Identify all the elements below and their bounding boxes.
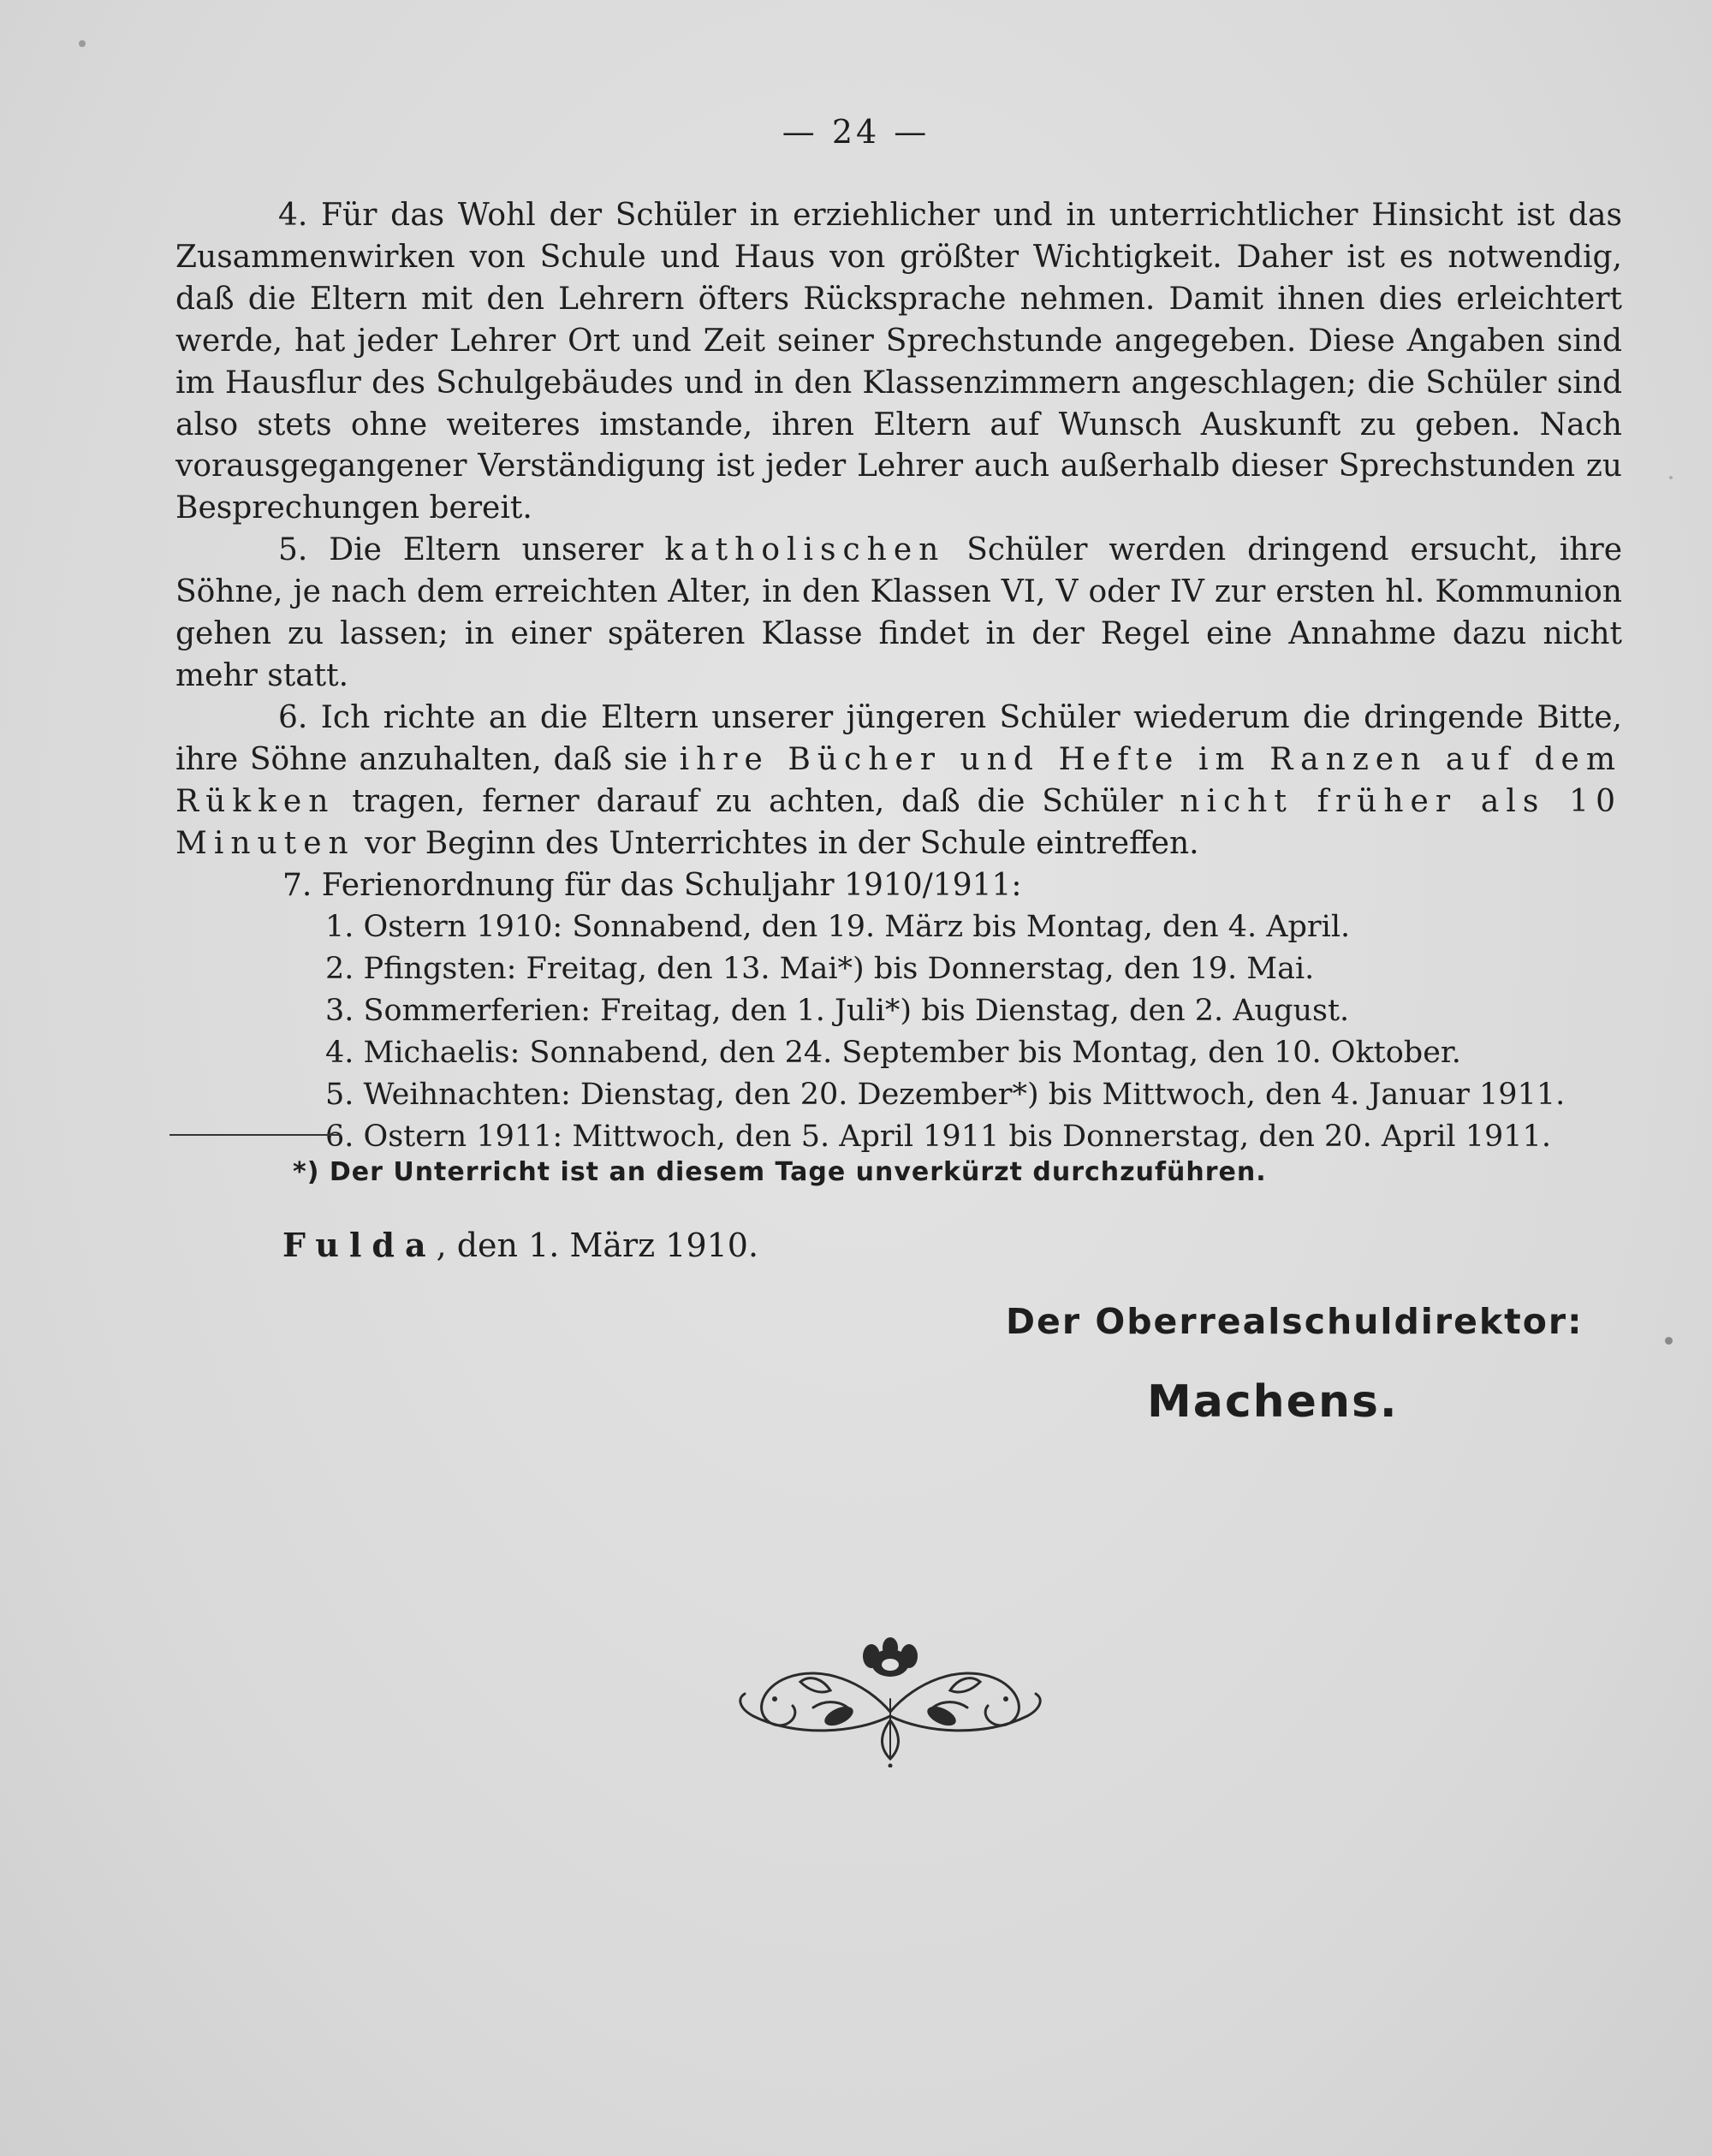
paragraph-5-end: Schüler werden dringend ersucht, ihre Söhne, je nach dem erreichten Alter, in den Klassen VI, V oder IV zur ersten hl. Kommunion gehen zu lassen; in einer späteren Klasse findet in der Regel eine Annahme dazu nicht mehr statt. xyxy=(175,532,1623,693)
footnote: *) Der Unterricht ist an diesem Tage unverkürzt durchzuführen. xyxy=(293,1157,1267,1187)
paper-speck xyxy=(79,40,86,47)
holiday-item: 4. Michaelis: Sonnabend, den 24. September bis Montag, den 10. Oktober. xyxy=(325,1036,1461,1071)
holiday-item: 5. Weihnachten: Dienstag, den 20. Dezember*) bis Mittwoch, den 4. Januar 1911. xyxy=(325,1078,1566,1113)
paragraph-6-end: vor Beginn des Unterrichtes in der Schule eintreffen. xyxy=(354,825,1199,861)
paragraph-5-start: 5. Die Eltern unserer xyxy=(278,532,665,568)
page-number: — 24 — xyxy=(782,113,930,151)
paragraph-6-start: 6. Ich richte an die Eltern unserer jüngeren Schüler wiederum die dringende Bitte, ihre Söhne anzuhalten, daß sie xyxy=(175,699,1622,777)
dateline-date: , den 1. März 1910. xyxy=(436,1226,759,1264)
dateline xyxy=(282,1226,1310,1264)
holiday-item: 6. Ostern 1911: Mittwoch, den 5. April 1911 bis Donnerstag, den 20. April 1911. xyxy=(325,1119,1551,1154)
signature-title: Der Oberrealschuldirektor: xyxy=(1006,1301,1584,1342)
decorative-ornament-icon xyxy=(719,1630,1061,1767)
paragraph-5 xyxy=(175,530,1622,698)
holiday-item: 3. Sommerferien: Freitag, den 1. Juli*) bis Dienstag, den 2. August. xyxy=(325,994,1350,1029)
emphasis-minuten: nicht früher als 10 Minuten xyxy=(175,783,1622,861)
emphasis-katholischen: katholischen xyxy=(664,532,946,568)
holiday-item: 1. Ostern 1910: Sonnabend, den 19. März bis Montag, den 4. April. xyxy=(325,910,1351,945)
emphasis-ranzen: ihre Bücher und Hefte im Ranzen auf dem Rükken xyxy=(175,741,1622,819)
paper-speck xyxy=(1669,476,1673,479)
paragraph-6-middle: tragen, ferner darauf zu achten, daß die Schüler xyxy=(335,783,1180,819)
paragraph-6 xyxy=(175,698,1622,865)
footnote-rule xyxy=(169,1134,341,1136)
holiday-list xyxy=(175,906,1622,1157)
holiday-heading: 7. Ferienordnung für das Schuljahr 1910/1911: xyxy=(282,867,1022,903)
body-text xyxy=(175,195,1622,1158)
paper-speck xyxy=(1665,1337,1673,1345)
holiday-item: 2. Pfingsten: Freitag, den 13. Mai*) bis Donnerstag, den 19. Mai. xyxy=(325,952,1315,987)
dateline-city: Fulda xyxy=(282,1226,437,1264)
signature-name: Machens. xyxy=(1147,1376,1399,1428)
paragraph-4: 4. Für das Wohl der Schüler in erziehlicher und in unterrichtlicher Hinsicht ist das Zusammenwirken von Schule und Haus von größter Wichtigkeit. Daher ist es notwendig, daß die Eltern mit den Lehrern öfters Rücksprache nehmen. Damit ihnen dies erleichtert werde, hat jeder Lehrer Ort und Zeit seiner Sprechstunde angegeben. Diese Angaben sind im Hausflur des Schulgebäudes und in den Klassenzimmern angeschlagen; die Schüler sind also stets ohne weiteres imstande, ihren Eltern auf Wunsch Auskunft zu geben. Nach vorausgegangener Verständigung ist jeder Lehrer auch außerhalb dieser Sprechstunden zu Besprechungen bereit. xyxy=(175,198,1622,526)
